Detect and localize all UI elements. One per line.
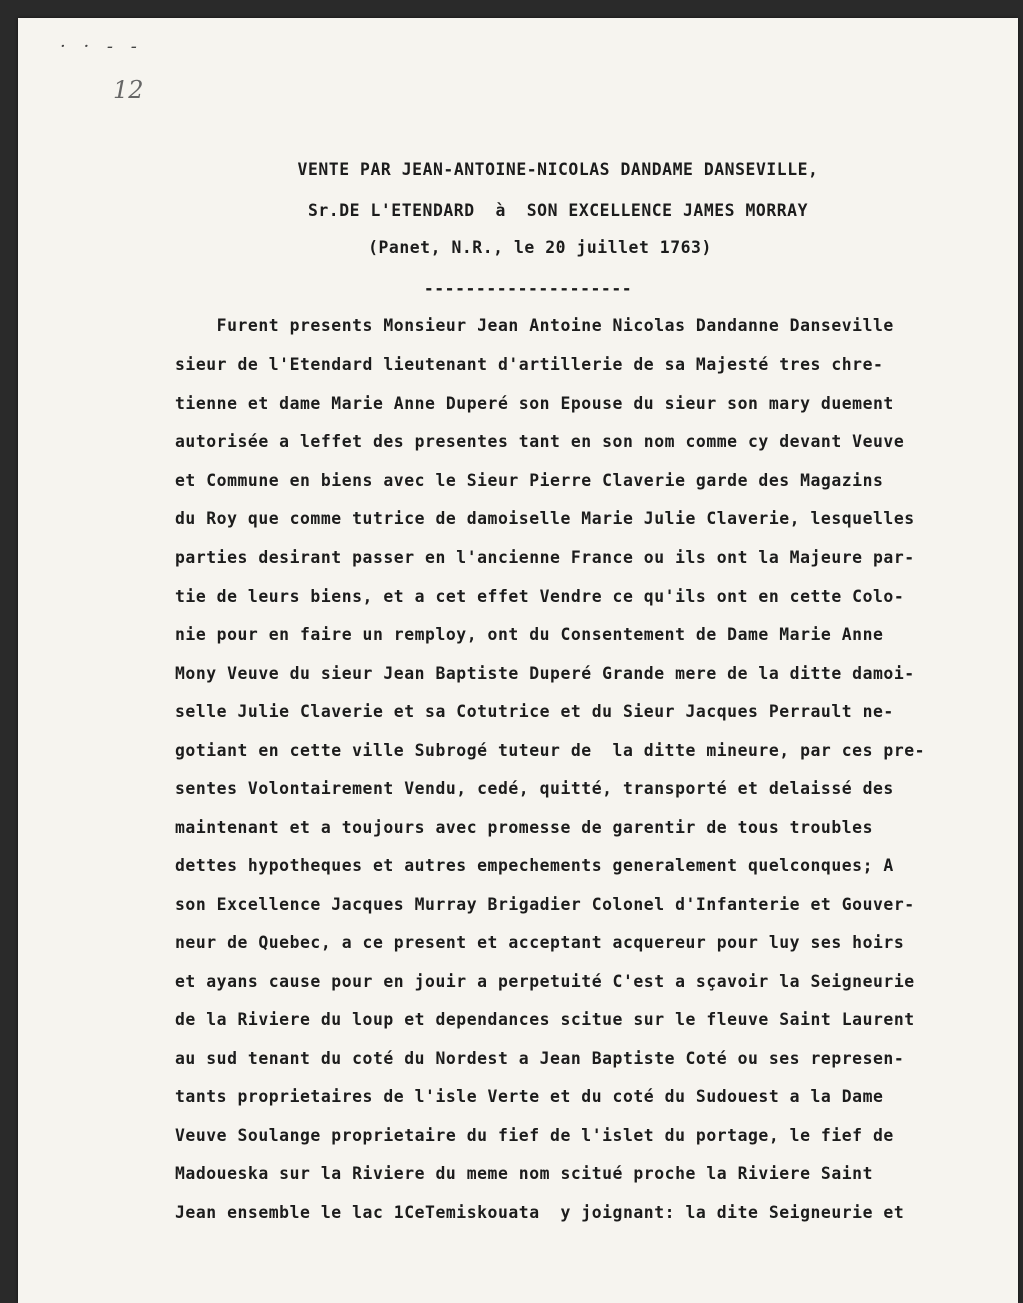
body-line: selle Julie Claverie et sa Cotutrice et du Sieur Jacques Perrault ne- [175, 702, 894, 721]
heading-line-2: Sr.DE L'ETENDARD à SON EXCELLENCE JAMES MORRAY [307, 201, 809, 220]
body-line: de la Riviere du loup et dependances scitue sur le fleuve Saint Laurent [175, 1010, 915, 1029]
body-line: Mony Veuve du sieur Jean Baptiste Duperé Grande mere de la ditte damoi- [175, 664, 915, 683]
body-line: Jean ensemble le lac 1CeTemiskouata y joignant: la dite Seigneurie et [175, 1203, 905, 1222]
body-line: gotiant en cette ville Subrogé tuteur de la ditte mineure, par ces pre- [175, 741, 926, 760]
body-line: tienne et dame Marie Anne Duperé son Epouse du sieur son mary duement [175, 394, 894, 413]
body-line: son Excellence Jacques Murray Brigadier Colonel d'Infanterie et Gouver- [175, 895, 915, 914]
body-line: tants proprietaires de l'isle Verte et du coté du Sudouest a la Dame [175, 1087, 884, 1106]
body-line: sentes Volontairement Vendu, cedé, quitté, transporté et delaissé des [175, 779, 894, 798]
heading-line-3: (Panet, N.R., le 20 juillet 1763) [368, 238, 712, 257]
body-line: maintenant et a toujours avec promesse de garentir de tous troubles [175, 818, 874, 837]
body-line: parties desirant passer en l'ancienne France ou ils ont la Majeure par- [175, 548, 915, 567]
document-page [18, 18, 1018, 1303]
body-line: tie de leurs biens, et a cet effet Vendre ce qu'ils ont en cette Colo- [175, 587, 905, 606]
body-line: du Roy que comme tutrice de damoiselle Marie Julie Claverie, lesquelles [175, 509, 915, 528]
body-line: neur de Quebec, a ce present et acceptant acquereur pour luy ses hoirs [175, 933, 905, 952]
heading-line-1: VENTE PAR JEAN-ANTOINE-NICOLAS DANDAME DANSEVILLE, [297, 160, 819, 179]
body-line: et ayans cause pour en jouir a perpetuité C'est a sçavoir la Seigneurie [175, 972, 915, 991]
body-line: sieur de l'Etendard lieutenant d'artillerie de sa Majesté tres chre- [175, 355, 884, 374]
body-line: nie pour en faire un remploy, ont du Consentement de Dame Marie Anne [175, 625, 884, 644]
body-line: Veuve Soulange proprietaire du fief de l'islet du portage, le fief de [175, 1126, 894, 1145]
body-line: Madoueska sur la Riviere du meme nom scitué proche la Riviere Saint [175, 1164, 874, 1183]
body-line: et Commune en biens avec le Sieur Pierre Claverie garde des Magazins [175, 471, 884, 490]
body-line: autorisée a leffet des presentes tant en son nom comme cy devant Veuve [175, 432, 905, 451]
body-line: au sud tenant du coté du Nordest a Jean Baptiste Coté ou ses represen- [175, 1049, 905, 1068]
body-line: Furent presents Monsieur Jean Antoine Nicolas Dandanne Danseville [175, 316, 894, 335]
heading-rule: -------------------- [423, 279, 633, 298]
margin-marks: · · ‑ ‑ [60, 36, 143, 57]
handwritten-page-number: 12 [113, 76, 144, 104]
body-line: dettes hypotheques et autres empechements generalement quelconques; A [175, 856, 894, 875]
